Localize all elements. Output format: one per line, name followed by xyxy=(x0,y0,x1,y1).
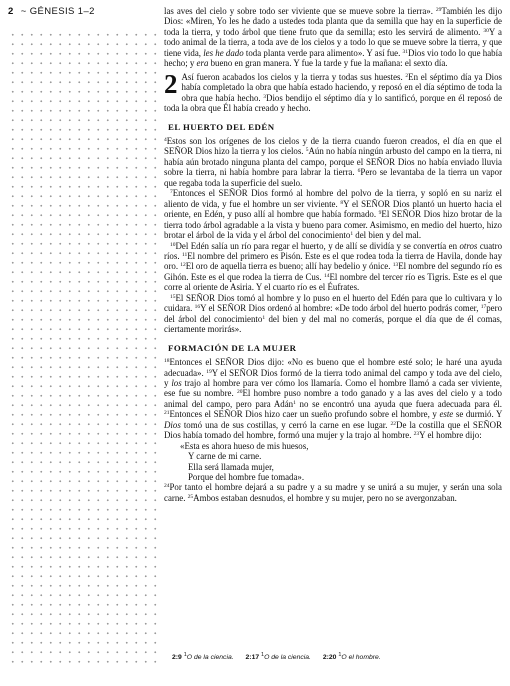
footnote: 2:9 $^1$O de la ciencia. xyxy=(172,652,234,661)
poem-line: Ella será llamada mujer, xyxy=(188,461,274,472)
verse-paragraph: $^{24}$Por tanto el hombre dejará a su padre y a su madre y se unirá a su mujer, y serán una sola carne. $^{25}$Ambos estaban desnudos, el hombre y su mujer, pero no se avergonzaban. xyxy=(164,482,502,503)
dot-grid-notes-area xyxy=(8,30,160,670)
verse-paragraph: $^{18}$Entonces el SEÑOR Dios dijo: «No es bueno que el hombre esté solo; le haré una ayuda adecuada». $^{19}$Y el SEÑOR Dios formó de la tierra todo animal del campo y toda ave del cielo, y los trajo al hombre para ver cómo los llamaría. Como el hombre llamó a cada ser viviente, ese fue su nombre. $^{20}$El hombre puso nombre a todo ganado y a las aves del cielo y a todo animal del campo, pero para Adán$^1$ no se encontró una ayuda que fuera adecuada para él. $^{21}$Entonces el SEÑOR Dios hizo caer un sueño profundo sobre el hombre, y este se durmió. Y Dios tomó una de sus costillas, y cerró la carne en ese lugar. $^{22}$De la costilla que el SEÑOR Dios había tomado del hombre, formó una mujer y la trajo al hombre. $^{23}$Y el hombre dijo: xyxy=(164,357,503,441)
chapter-number: 2 xyxy=(164,68,178,99)
poem-line: Porque del hombre fue tomada». xyxy=(188,472,305,483)
verse-paragraph: las aves del cielo y sobre todo ser viviente que se mueve sobre la tierra». $^{29}$También les dijo Dios: «Miren, Yo les he dado a ustedes toda planta que da semilla que hay en la superficie de toda la tierra, y todo árbol que tiene fruto que da semilla; esto les servirá de alimento. $^{30}$Y a todo animal de la tierra, a toda ave de los cielos y a todo lo que se mueve sobre la tierra, y que tiene vida, les he dado toda planta verde para alimento». Y así fue. $^{31}$Dios vio todo lo que había hecho; y era bueno en gran manera. Y fue la tarde y fue la mañana: el sexto día. xyxy=(164,6,503,69)
verse-paragraph: $^{15}$El SEÑOR Dios tomó al hombre y lo puso en el huerto del Edén para que lo cultivara y lo cuidara. $^{16}$Y el SEÑOR Dios ordenó al hombre: «De todo árbol del huerto podrás comer, $^{17}$pero del árbol del conocimiento$^1$ del bien y del mal no comerás, porque el día que de él comas, ciertamente morirás». xyxy=(164,292,503,335)
poem-block xyxy=(180,441,502,483)
verse-paragraph: $^4$Estos son los orígenes de los cielos y de la tierra cuando fueron creados, el día en que el SEÑOR Dios hizo la tierra y los cielos. $^5$Aún no había ningún arbusto del campo en la tierra, ni había aún brotado ninguna planta del campo, porque el SEÑOR Dios no había enviado lluvia sobre la tierra, ni había hombre para labrar la tierra. $^6$Pero se levantaba de la tierra un vapor que regaba toda la superficie del suelo. xyxy=(164,135,503,188)
section-heading-eden: EL HUERTO DEL EDÉN xyxy=(168,121,275,132)
page-header xyxy=(8,6,95,17)
footnote: 2:17 $^1$O de la ciencia. xyxy=(245,652,311,661)
poem-line: «Esta es ahora hueso de mis huesos, xyxy=(180,440,309,451)
scripture-text xyxy=(164,6,502,503)
verse-paragraph: $^{10}$Del Edén salía un río para regar el huerto, y de allí se dividía y se convertía en otros cuatro ríos. $^{11}$El nombre del primero es Pisón. Este es el que rodea toda la tierra de Havila, donde hay oro. $^{12}$El oro de aquella tierra es bueno; allí hay bedelio y ónice. $^{13}$El nombre del segundo río es Gihón. Este es el que rodea la tierra de Cus. $^{14}$El nombre del tercer río es Tigris. Este es el que corre al oriente de Asiria. Y el cuarto río es el Éufrates. xyxy=(164,240,503,293)
chapter-2-paragraph: 2 Así fueron acabados los cielos y la tierra y todas sus huestes. $^2$En el séptimo día ya Dios había completado la obra que había estado haciendo, y reposó en el día séptimo de toda la obra que había hecho. $^3$Dios bendijo el séptimo día y lo santificó, porque en él reposó de toda la obra que Él había creado y hecho. xyxy=(164,68,503,114)
footnotes xyxy=(172,654,502,661)
verse-paragraph: $^7$Entonces el SEÑOR Dios formó al hombre del polvo de la tierra, y sopló en su nariz el aliento de vida, y fue el hombre un ser viviente. $^8$Y el SEÑOR Dios plantó un huerto hacia el oriente, en Edén, y puso allí al hombre que había formado. $^9$El SEÑOR Dios hizo brotar de la tierra todo árbol agradable a la vista y bueno para comer. Asimismo, en medio del huerto, hizo brotar el árbol de la vida y el árbol del conocimiento$^1$ del bien y del mal. xyxy=(164,188,503,241)
running-head: GÉNESIS 1–2 xyxy=(29,6,95,17)
section-heading-woman: FORMACIÓN DE LA MUJER xyxy=(168,342,297,353)
poem-line: Y carne de mi carne. xyxy=(188,451,262,462)
header-separator: ~ xyxy=(20,6,27,17)
page-number: 2 xyxy=(8,6,14,17)
footnote: 2:20 $^1$O el hombre. xyxy=(322,652,381,661)
